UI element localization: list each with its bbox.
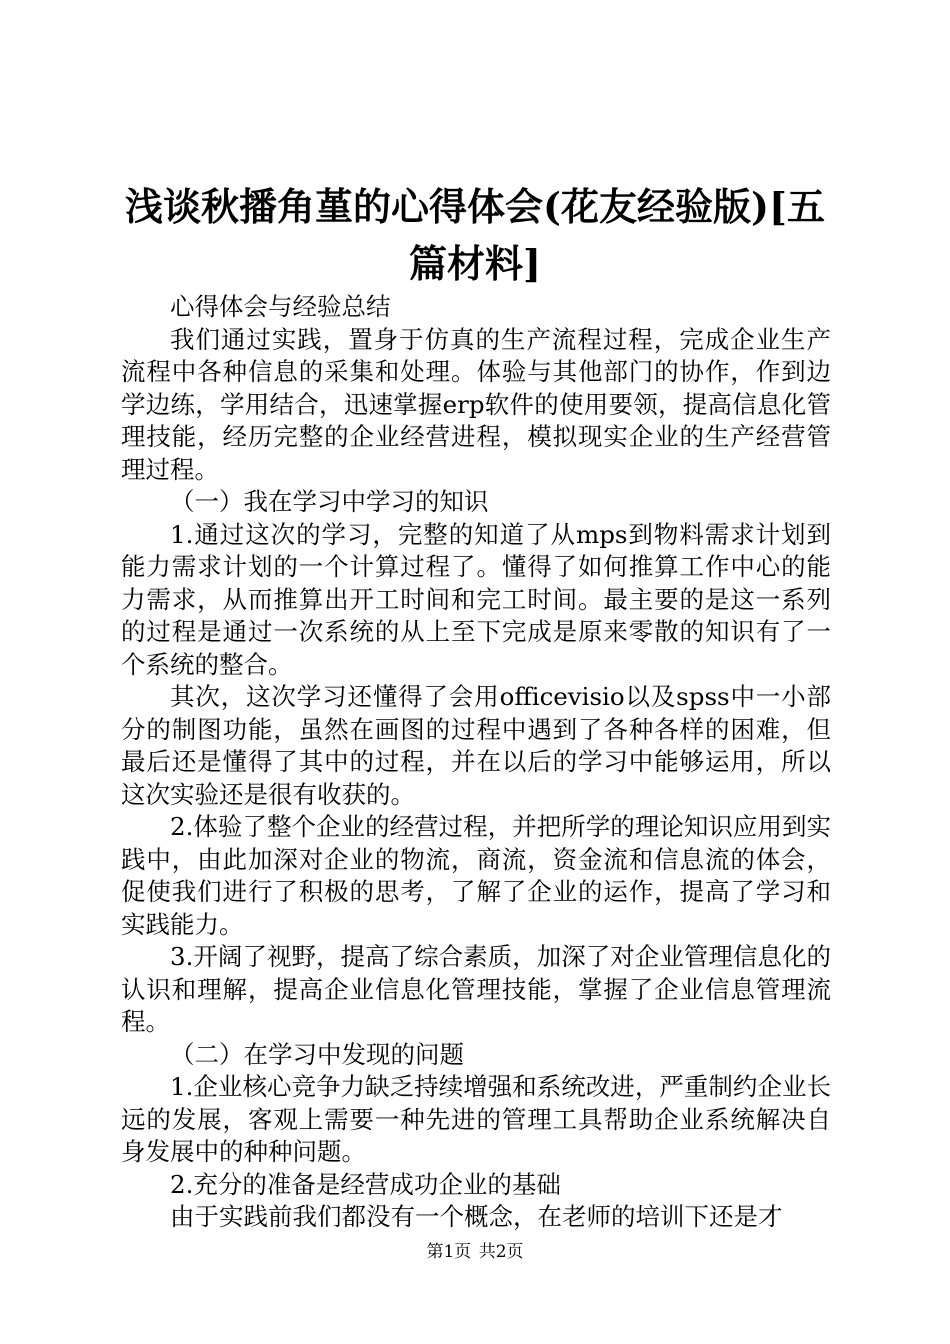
section-heading-summary: 心得体会与经验总结 xyxy=(170,292,391,321)
body-paragraph: 其次，这次学习还懂得了会用officevisio以及spss中一小部分的制图功能，虽然在画图的过程中遇到了各种各样的困难，但最后还是懂得了其中的过程，并在以后的学习中能够运用，所以这次实验还是很有收获的。 xyxy=(121,682,831,809)
document-title: 浅谈秋播角堇的心得体会(花友经验版)[五篇材料] xyxy=(125,184,825,286)
body-paragraph: 我们通过实践，置身于仿真的生产流程过程，完成企业生产流程中各种信息的采集和处理。体验与其他部门的协作，作到边学边练，学用结合，迅速掌握erp软件的使用要领，提高信息化管理技能，经历完整的企业经营进程，模拟现实企业的生产经营管理过程。 xyxy=(121,324,831,484)
body-paragraph: 3.开阔了视野，提高了综合素质，加深了对企业管理信息化的认识和理解，提高企业信息化管理技能，掌握了企业信息管理流程。 xyxy=(121,942,831,1036)
section-heading-problems: （二）在学习中发现的问题 xyxy=(170,1039,464,1069)
page-footer: 第1页 共2页 xyxy=(426,1242,524,1262)
body-paragraph: 1.企业核心竞争力缺乏持续增强和系统改进，严重制约企业长远的发展，客观上需要一种先进的管理工具帮助企业系统解决自身发展中的种种问题。 xyxy=(121,1072,831,1166)
section-heading-knowledge: （一）我在学习中学习的知识 xyxy=(170,487,489,516)
body-paragraph: 2.充分的准备是经营成功企业的基础 xyxy=(170,1169,561,1199)
body-paragraph: 由于实践前我们都没有一个概念，在老师的培训下还是才 xyxy=(170,1202,783,1231)
body-paragraph: 1.通过这次的学习，完整的知道了从mps到物料需求计划到能力需求计划的一个计算过程了。懂得了如何推算工作中心的能力需求，从而推算出开工时间和完工时间。最主要的是这一系列的过程是通过一次系统的从上至下完成是原来零散的知识有了一个系统的整合。 xyxy=(121,519,831,679)
document-body xyxy=(121,291,831,1234)
body-paragraph: 2.体验了整个企业的经营过程，并把所学的理论知识应用到实践中，由此加深对企业的物流，商流，资金流和信息流的体会，促使我们进行了积极的思考，了解了企业的运作，提高了学习和实践能力。 xyxy=(121,812,831,939)
